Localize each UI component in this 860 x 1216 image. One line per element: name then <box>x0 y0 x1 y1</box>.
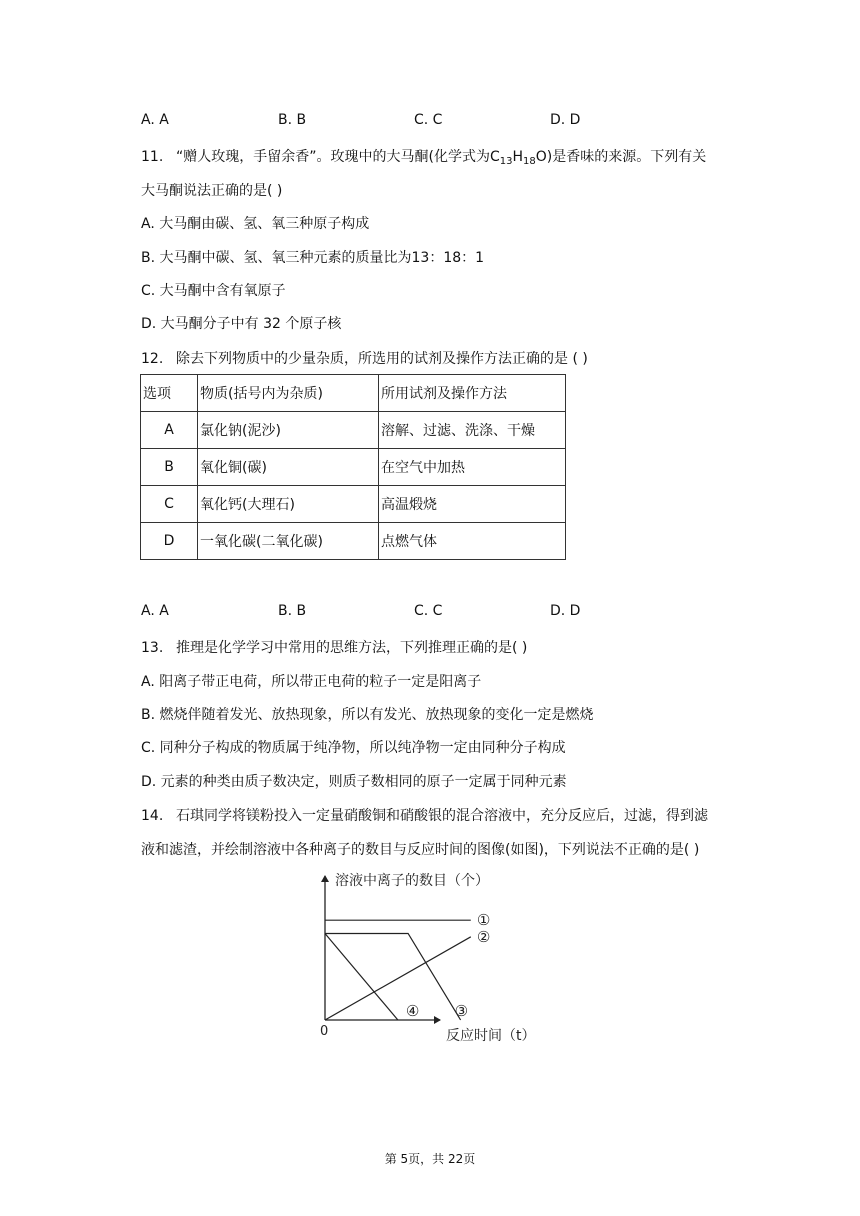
formula-o: O <box>535 149 547 165</box>
q10-options <box>141 112 621 132</box>
q12-table <box>140 374 566 560</box>
table-cell: 氧化铜(碳) <box>198 449 379 486</box>
chart-axes <box>325 876 440 1020</box>
q10-option-b[interactable]: B. B <box>278 112 307 128</box>
q13-option-a[interactable]: A. 阳离子带正电荷，所以带正电荷的粒子一定是阳离子 <box>141 674 482 690</box>
q13-stem-text: 推理是化学学习中常用的思维方法，下列推理正确的是( ) <box>176 640 528 656</box>
q11-option-c[interactable]: C. 大马酮中含有氧原子 <box>141 283 286 299</box>
chart-series <box>325 920 471 1020</box>
chart-labels <box>320 872 536 1044</box>
table-cell: 氧化钙(大理石) <box>198 486 379 523</box>
series-line-3 <box>325 934 461 1021</box>
series-line-2 <box>325 937 471 1020</box>
q14-number: 14. <box>141 808 164 824</box>
formula-h: H <box>512 149 524 165</box>
q12-option-c[interactable]: C. C <box>414 603 443 619</box>
q13-stem <box>141 638 527 658</box>
table-cell: 溶解、过滤、洗涤、干燥 <box>379 412 566 449</box>
table-header-cell: 物质(括号内为杂质) <box>198 375 379 412</box>
table-cell: 在空气中加热 <box>379 449 566 486</box>
y-axis-label: 溶液中离子的数目（个） <box>335 873 489 889</box>
formula-c-sub: 13 <box>499 156 513 167</box>
page-footer: 第 5页，共 22页 <box>384 1152 476 1166</box>
q13-option-b[interactable]: B. 燃烧伴随着发光、放热现象，所以有发光、放热现象的变化一定是燃烧 <box>141 707 594 723</box>
table-cell: 点燃气体 <box>379 523 566 560</box>
q12-option-a[interactable]: A. A <box>141 603 169 619</box>
q10-option-d[interactable]: D. D <box>550 112 581 128</box>
q11-number: 11. <box>141 149 164 165</box>
q13-option-d[interactable]: D. 元素的种类由质子数决定，则质子数相同的原子一定属于同种元素 <box>141 774 567 790</box>
q12-option-b[interactable]: B. B <box>278 603 307 619</box>
table-cell: 一氧化碳(二氧化碳) <box>198 523 379 560</box>
q12-options <box>141 603 621 623</box>
table-header-cell: 选项 <box>141 375 198 412</box>
table-row <box>141 523 566 560</box>
series-label-4: ④ <box>405 1002 420 1020</box>
table-cell: C <box>141 486 198 523</box>
q11-option-b[interactable]: B. 大马酮中碳、氢、氧三种元素的质量比为13：18：1 <box>141 250 485 266</box>
origin-label: 0 <box>320 1024 329 1039</box>
table-row <box>141 449 566 486</box>
series-label-1: ① <box>476 911 491 930</box>
q11-stem-line2: 大马酮说法正确的是( ) <box>141 183 283 199</box>
q12-number: 12. <box>141 351 164 367</box>
q10-option-a[interactable]: A. A <box>141 112 169 128</box>
q14-stem-line1 <box>141 806 708 826</box>
chemical-formula <box>490 149 547 165</box>
series-label-2: ② <box>476 927 491 946</box>
x-axis-label: 反应时间（t） <box>446 1028 536 1044</box>
q14-stem-line2: 液和滤渣，并绘制溶液中各种离子的数目与反应时间的图像(如图)，下列说法不正确的是( ) <box>141 842 700 858</box>
table-header-row <box>141 375 566 412</box>
table-cell: 高温煅烧 <box>379 486 566 523</box>
table-header-cell: 所用试剂及操作方法 <box>379 375 566 412</box>
q14-stem-text: 石琪同学将镁粉投入一定量硝酸铜和硝酸银的混合溶液中，充分反应后，过滤，得到滤 <box>176 808 708 824</box>
q13-option-c[interactable]: C. 同种分子构成的物质属于纯净物，所以纯净物一定由同种分子构成 <box>141 740 566 756</box>
table-row <box>141 486 566 523</box>
table-row <box>141 412 566 449</box>
table-cell: A <box>141 412 198 449</box>
q12-stem <box>141 349 588 369</box>
table-cell: 氯化钠(泥沙) <box>198 412 379 449</box>
ion-count-chart <box>300 862 560 1052</box>
table-cell: B <box>141 449 198 486</box>
series-line-4 <box>325 934 398 1021</box>
q11-stem-part1: “赠人玫瑰，手留余香”。玫瑰中的大马酮(化学式为 <box>176 149 490 165</box>
q13-number: 13. <box>141 640 164 656</box>
q12-stem-text: 除去下列物质中的少量杂质，所选用的试剂及操作方法正确的是 ( ) <box>176 351 588 367</box>
q11-option-d[interactable]: D. 大马酮分子中有 32 个原子核 <box>141 316 342 332</box>
q11-stem-part2: )是香味的来源。下列有关 <box>546 149 707 165</box>
table-cell: D <box>141 523 198 560</box>
formula-h-sub: 18 <box>523 156 536 167</box>
q11-stem-line1 <box>141 147 706 167</box>
q11-option-a[interactable]: A. 大马酮由碳、氢、氧三种原子构成 <box>141 216 370 232</box>
q10-option-c[interactable]: C. C <box>414 112 443 128</box>
formula-c: C <box>489 149 500 165</box>
q12-option-d[interactable]: D. D <box>550 603 581 619</box>
series-label-3: ③ <box>454 1002 469 1020</box>
